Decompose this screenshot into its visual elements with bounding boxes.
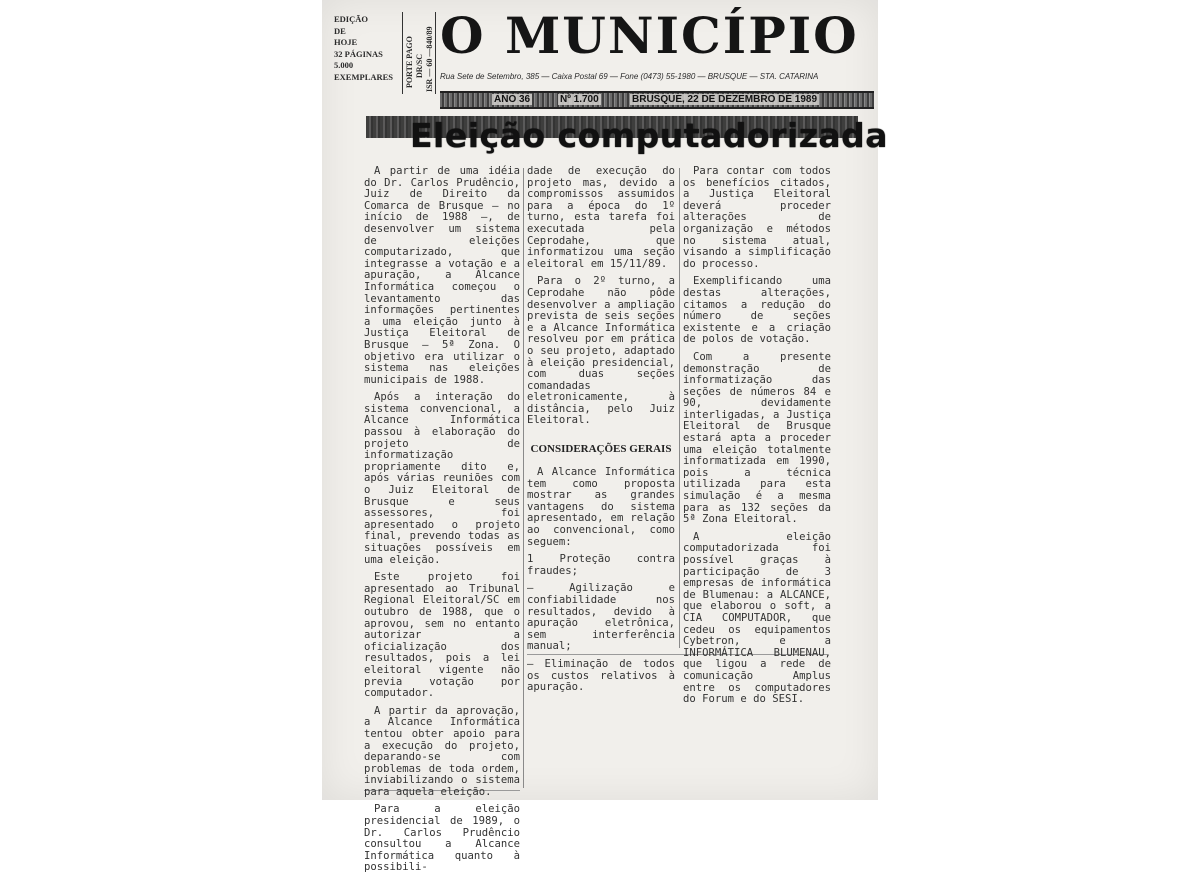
edition-line: HOJE <box>334 37 358 47</box>
issue-number: Nº 1.700 <box>560 94 599 105</box>
article-headline: Eleição computadorizada <box>410 116 889 155</box>
edition-info <box>334 14 398 94</box>
edition-line: 5.000 <box>334 60 354 70</box>
year-label: ANO 36 <box>494 94 531 105</box>
edition-line: 32 PÁGINAS <box>334 48 383 59</box>
postal-line: PORTE PAGO <box>405 36 414 88</box>
edition-line: EXEMPLARES <box>334 71 394 82</box>
paragraph: A eleição computadorizada foi possível graças à participação de 3 empresas de informática de Blumenau: a ALCANCE, que elaborou o soft, a CIA COMPUTADOR, que cedeu os equipamentos Cybetron, e a INFORMÁTICA BLUMENAU, que ligou a rede de comunicação Amplus entre os computadores do Forum e do SESI. <box>683 530 831 706</box>
column-divider <box>523 168 524 788</box>
section-subheading: CONSIDERAÇÕES GERAIS <box>530 443 672 456</box>
newspaper-address: Rua Sete de Setembro, 385 — Caixa Postal 69 — Fone (0473) 55-1980 — BRUSQUE — STA. CATARINA <box>440 72 819 81</box>
list-item: — Eliminação de todos os custos relativos à apuração. <box>527 657 675 694</box>
dateline <box>440 91 874 109</box>
article-column-2 <box>527 166 675 700</box>
paragraph: A Alcance Informática tem como proposta mostrar as grandes vantagens do sistema apresentado, em relação ao convencional, como seguem: <box>527 466 675 548</box>
column-divider <box>679 168 680 648</box>
paragraph: Para a eleição presidencial de 1989, o Dr. Carlos Prudêncio consultou a Alcance Informática quanto à possibili- <box>364 803 520 874</box>
paragraph: Para o 2º turno, a Ceprodahe não pôde desenvolver a ampliação prevista de seis seções e a Alcance Informática resolveu por em prática o seu projeto, adaptado à eleição presidencial, com duas seções comandadas eletronicamente, à distância, pelo Juiz Eleitoral. <box>527 275 675 427</box>
postal-line: ISR — 60 —840/89 <box>425 26 434 92</box>
paragraph: dade de execução do projeto mas, devido a compromissos assumidos para a época do 1º turno, esta tarefa foi executada pela Ceprodahe, que informatizou uma seção eleitoral em 15/11/89. <box>527 165 675 270</box>
list-item: — Agilização e confiabilidade nos resultados, devido à apuração eletrônica, sem interferência manual; <box>527 582 675 653</box>
paragraph: Exemplificando uma destas alterações, citamos a redução do número de seções existente e a criação de polos de votação. <box>683 275 831 346</box>
edition-date: BRUSQUE, 22 DE DEZEMBRO DE 1989 <box>632 94 818 105</box>
paragraph: A partir de uma idéia do Dr. Carlos Prudêncio, Juiz de Direito da Comarca de Brusque — no início de 1988 —, de desenvolver um sistema de eleições computarizado, que integrasse a votação e a apuração, a Alcance Informática começou o levantamento das informações pertinentes a uma eleição junto à Justiça Eleitoral de Brusque — 5ª Zona. O objetivo era utilizar o sistema nas eleições municipais de 1988. <box>364 165 520 386</box>
edition-line: EDIÇÃO <box>334 14 369 24</box>
article-column-1 <box>364 166 520 880</box>
paragraph: Para contar com todos os benefícios citados, a Justiça Eleitoral deverá proceder alterações de organização e métodos no sistema atual, visando a simplificação do processo. <box>683 165 831 270</box>
postal-line: DR/SC <box>415 53 424 78</box>
newspaper-title: O MUNICÍPIO <box>440 6 859 65</box>
paragraph: Este projeto foi apresentado ao Tribunal Regional Eleitoral/SC em outubro de 1988, que o aprovou, sem no entanto autorizar a oficialização dos resultados, pois a lei eleitoral vigente não previa votação por computador. <box>364 571 520 700</box>
list-item: 1 Proteção contra fraudes; <box>527 553 675 577</box>
paragraph: A partir da aprovação, a Alcance Informática tentou obter apoio para a execução do projeto, deparando-se com problemas de toda ordem, inviabilizando o sistema para aquela eleição. <box>364 704 520 798</box>
edition-line: DE <box>334 25 346 36</box>
postal-permit <box>402 12 436 94</box>
article-column-3 <box>683 166 831 712</box>
paragraph: Após a interação do sistema convencional, a Alcance Informática passou à elaboração do projeto de informatização propriamente dito e, após várias reuniões com o Juiz Eleitoral de Brusque e seus assessores, foi apresentado o projeto final, prevendo todas as situações possíveis em uma eleição. <box>364 391 520 566</box>
paragraph: Com a presente demonstração de informatização das seções de números 84 e 90, devidamente interligadas, a Justiça Eleitoral de Brusque estará apta a proceder uma eleição totalmente informatizada em 1990, pois a técnica utilizada para esta simulação é a mesma para as 132 seções da 5ª Zona Eleitoral. <box>683 350 831 526</box>
